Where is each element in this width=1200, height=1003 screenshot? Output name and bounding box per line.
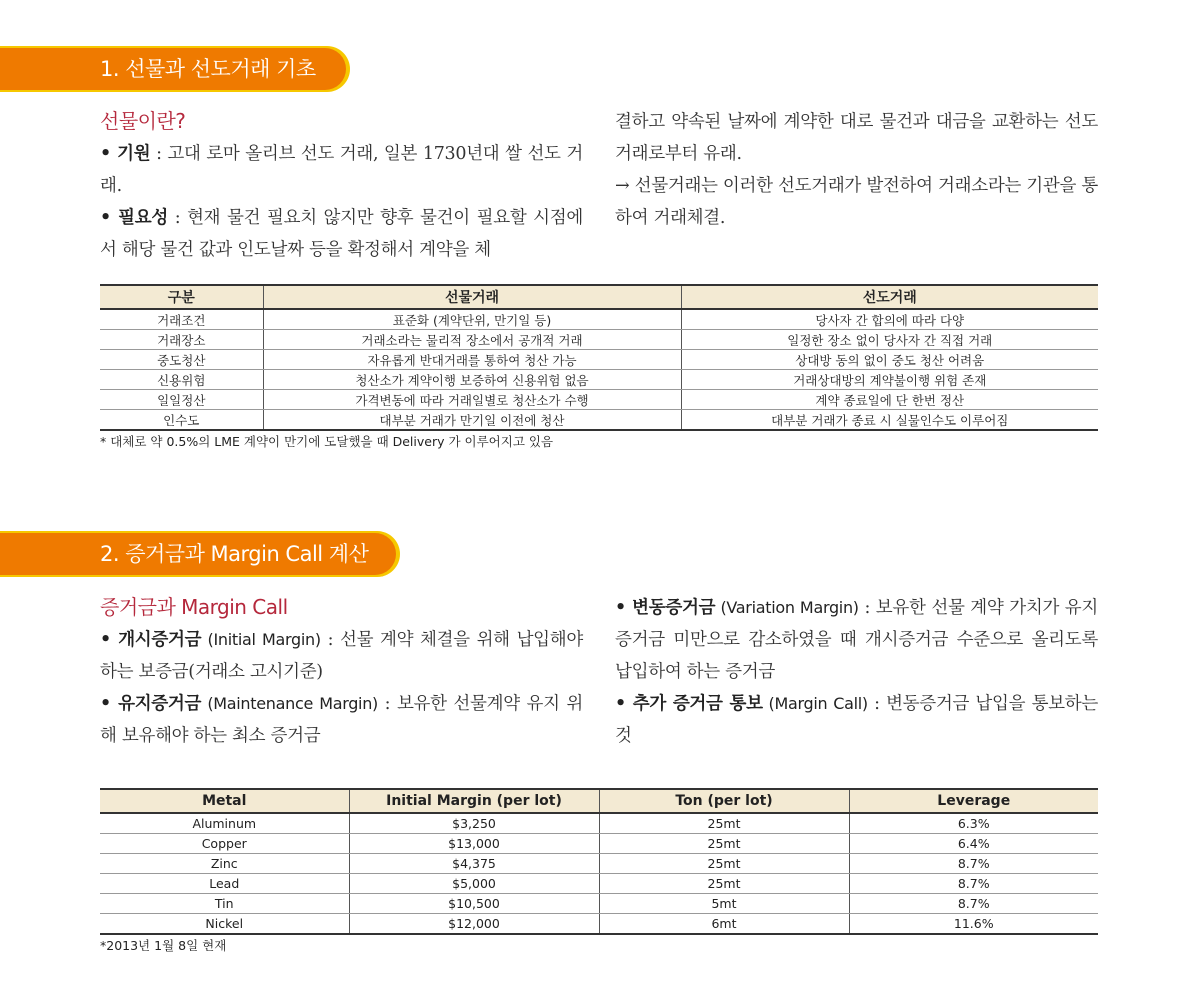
section1-subtitle: 선물이란? (100, 109, 186, 133)
table-cell: $4,375 (349, 854, 599, 874)
table-cell: 당사자 간 합의에 따라 다양 (681, 309, 1098, 330)
section2-subtitle: 증거금과 Margin Call (100, 595, 288, 619)
table-cell: 자유롭게 반대거래를 통하여 청산 가능 (263, 350, 681, 370)
section1-left-column (100, 104, 583, 266)
table-row (100, 914, 1098, 935)
table-cell: 25mt (599, 854, 849, 874)
table-cell: 일일정산 (100, 390, 263, 410)
section2-right-column (615, 592, 1098, 752)
table-cell: 11.6% (849, 914, 1098, 935)
section1-right-column (615, 106, 1098, 234)
table-row (100, 370, 1098, 390)
table-cell: 표준화 (계약단위, 만기일 등) (263, 309, 681, 330)
table-cell: 8.7% (849, 894, 1098, 914)
header-forwards: 선도거래 (681, 285, 1098, 309)
table-cell: 5mt (599, 894, 849, 914)
table-row (100, 874, 1098, 894)
table-cell: 6.4% (849, 834, 1098, 854)
section1-title: 1. 선물과 선도거래 기초 (100, 57, 316, 81)
origin-paragraph (100, 138, 583, 202)
table-cell: 거래상대방의 계약불이행 위험 존재 (681, 370, 1098, 390)
table-cell: 청산소가 계약이행 보증하여 신용위험 없음 (263, 370, 681, 390)
variation-margin-paragraph (615, 592, 1098, 688)
variation-margin-text: : 보유한 선물 계약 가치가 유지 증거금 미만으로 감소하였을 때 개시증거금 수준으로 올리도록 납입하여 하는 증거금 (615, 598, 1099, 682)
table-cell: 25mt (599, 813, 849, 834)
maintenance-margin-label: • 유지증거금 (100, 694, 202, 714)
header-ton: Ton (per lot) (599, 789, 849, 813)
section2-left-column (100, 590, 583, 752)
section1-header (0, 48, 346, 90)
table-cell: 25mt (599, 874, 849, 894)
initial-margin-en: (Initial Margin) (201, 630, 321, 649)
table-cell: 신용위험 (100, 370, 263, 390)
table-header-row (100, 285, 1098, 309)
need-text-left: : 현재 물건 필요치 않지만 향후 물건이 필요할 시점에서 해당 물건 값과 인도날짜 등을 확정해서 계약을 체 (100, 208, 583, 260)
table-row (100, 309, 1098, 330)
table2-footnote: *2013년 1월 8일 현재 (100, 938, 227, 953)
table-cell: 거래조건 (100, 309, 263, 330)
need-label: • 필요성 (100, 208, 168, 228)
origin-text: : 고대 로마 올리브 선도 거래, 일본 1730년대 쌀 선도 거래. (100, 144, 583, 196)
table-row (100, 834, 1098, 854)
table-cell: Copper (100, 834, 349, 854)
table-cell: 계약 종료일에 단 한번 정산 (681, 390, 1098, 410)
table-row (100, 330, 1098, 350)
table-row (100, 350, 1098, 370)
table-cell: 일정한 장소 없이 당사자 간 직접 거래 (681, 330, 1098, 350)
table-cell: 6.3% (849, 813, 1098, 834)
header-metal: Metal (100, 789, 349, 813)
margin-call-en: (Margin Call) (762, 694, 868, 713)
table-cell: Lead (100, 874, 349, 894)
table-cell: 8.7% (849, 854, 1098, 874)
table-row (100, 813, 1098, 834)
table-cell: 상대방 동의 없이 중도 청산 어려움 (681, 350, 1098, 370)
table-cell: $13,000 (349, 834, 599, 854)
need-paragraph (100, 202, 583, 266)
maintenance-margin-en: (Maintenance Margin) (201, 694, 378, 713)
section2-header (0, 533, 396, 575)
header-initial-margin: Initial Margin (per lot) (349, 789, 599, 813)
table-header-row (100, 789, 1098, 813)
need-text-right: 결하고 약속된 날짜에 계약한 대로 물건과 대금을 교환하는 선도거래로부터 유래. (615, 112, 1098, 164)
initial-margin-label: • 개시증거금 (100, 630, 202, 650)
table-cell: 6mt (599, 914, 849, 935)
table-cell: Zinc (100, 854, 349, 874)
table-cell: 거래소라는 물리적 장소에서 공개적 거래 (263, 330, 681, 350)
table-cell: Aluminum (100, 813, 349, 834)
table-cell: 중도청산 (100, 350, 263, 370)
conclusion-text: → 선물거래는 이러한 선도거래가 발전하여 거래소라는 기관을 통하여 거래체결. (615, 176, 1098, 228)
header-futures: 선물거래 (263, 285, 681, 309)
maintenance-margin-paragraph (100, 688, 583, 752)
table-cell: 거래장소 (100, 330, 263, 350)
table-row (100, 390, 1098, 410)
initial-margin-text: : 선물 계약 체결을 위해 납입해야 하는 보증금(거래소 고시기준) (100, 630, 583, 682)
margin-call-text: : 변동증거금 납입을 통보하는 것 (615, 694, 1098, 746)
table-cell: 대부분 거래가 종료 시 실물인수도 이루어짐 (681, 410, 1098, 431)
table-cell: Nickel (100, 914, 349, 935)
margin-call-label: • 추가 증거금 통보 (615, 694, 763, 714)
initial-margin-paragraph (100, 624, 583, 688)
header-category: 구분 (100, 285, 263, 309)
variation-margin-label: • 변동증거금 (615, 598, 716, 618)
table-row (100, 854, 1098, 874)
table-cell: $10,500 (349, 894, 599, 914)
table-cell: 대부분 거래가 만기일 이전에 청산 (263, 410, 681, 431)
table1-footnote: * 대체로 약 0.5%의 LME 계약이 만기에 도달했을 때 Delivery 가 이루어지고 있음 (100, 434, 554, 449)
table-cell: 25mt (599, 834, 849, 854)
futures-forwards-table (100, 284, 1098, 431)
margin-call-paragraph (615, 688, 1098, 752)
table-cell: $5,000 (349, 874, 599, 894)
table-cell: 가격변동에 따라 거래일별로 청산소가 수행 (263, 390, 681, 410)
table-cell: $12,000 (349, 914, 599, 935)
table-cell: 8.7% (849, 874, 1098, 894)
table-row (100, 410, 1098, 431)
variation-margin-en: (Variation Margin) (715, 598, 859, 617)
margin-table (100, 788, 1098, 935)
table-cell: Tin (100, 894, 349, 914)
table-cell: $3,250 (349, 813, 599, 834)
header-leverage: Leverage (849, 789, 1098, 813)
section2-title: 2. 증거금과 Margin Call 계산 (100, 542, 369, 566)
maintenance-margin-text: : 보유한 선물계약 유지 위해 보유해야 하는 최소 증거금 (100, 694, 584, 746)
table-row (100, 894, 1098, 914)
origin-label: • 기원 (100, 144, 151, 164)
table-cell: 인수도 (100, 410, 263, 431)
